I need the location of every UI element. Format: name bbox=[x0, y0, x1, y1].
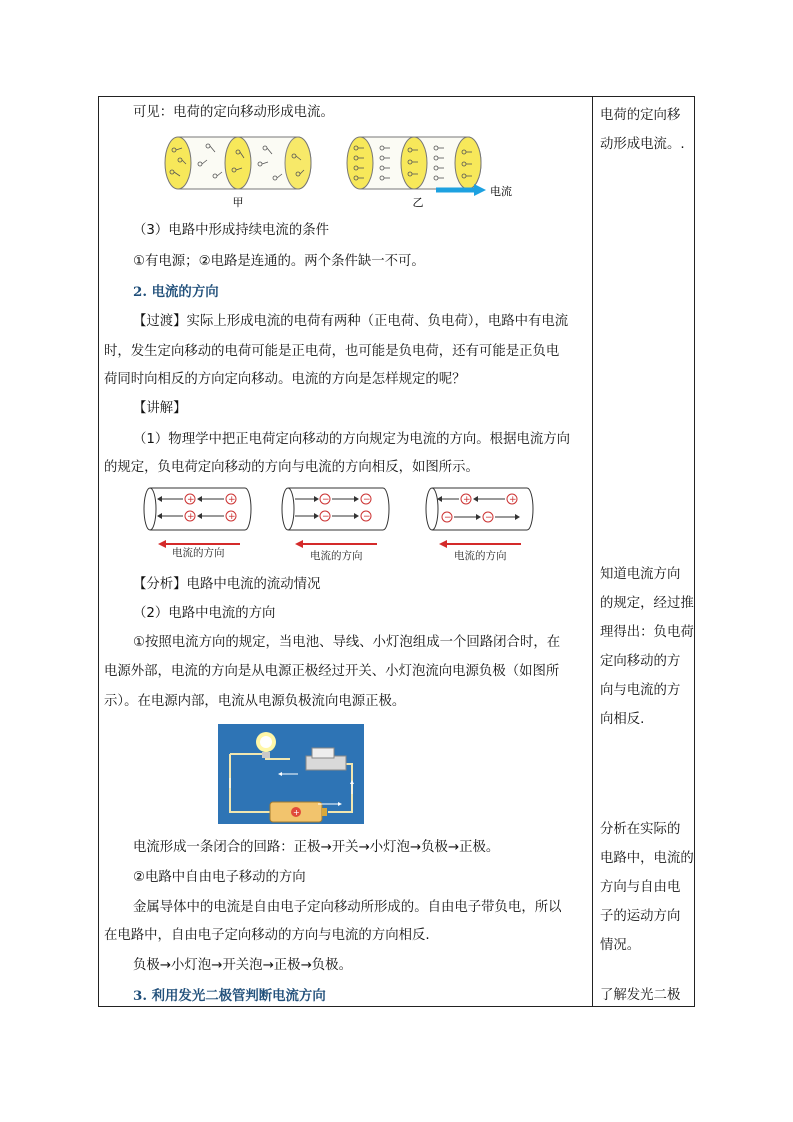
loop-text: 电流形成一条闭合的回路：正极→开关→小灯泡→负极→正极。 bbox=[133, 840, 500, 855]
label-yi: 乙 bbox=[412, 196, 424, 209]
electron-line-1: 金属导体中的电流是自由电子定向移动所形成的。自由电子带负电，所以 bbox=[133, 900, 562, 915]
section-2-title: 2. 电流的方向 bbox=[133, 284, 219, 300]
explain-label: 【讲解】 bbox=[133, 401, 187, 416]
electron-title: ②电路中自由电子移动的方向 bbox=[133, 870, 306, 885]
side-note-1-line-2: 动形成电流。. bbox=[600, 137, 685, 152]
svg-text:−: − bbox=[363, 512, 371, 522]
analysis-label: 【分析】电路中电流的流动情况 bbox=[133, 577, 321, 592]
svg-text:+: + bbox=[187, 495, 195, 505]
circuit-figure bbox=[218, 724, 364, 824]
svg-text:+: + bbox=[187, 512, 195, 522]
column-divider bbox=[592, 96, 593, 1007]
svg-text:+: + bbox=[228, 495, 236, 505]
electron-line-2: 在电路中，自由电子定向移动的方向与电流的方向相反. bbox=[104, 928, 430, 943]
tube-mixed bbox=[426, 488, 533, 548]
side-note-4-line-1: 了解发光二极 bbox=[600, 988, 681, 1003]
side-note-3-line-2: 电路中，电流的 bbox=[600, 851, 694, 866]
transition-line-1: 【过渡】实际上形成电流的电荷有两种（正电荷、负电荷），电路中有电流 bbox=[133, 314, 569, 329]
side-note-2-line-4: 定向移动的方 bbox=[600, 654, 681, 669]
svg-text:−: − bbox=[444, 513, 452, 523]
transition-line-3: 荷同时向相反的方向定向移动。电流的方向是怎样规定的呢？ bbox=[104, 372, 466, 387]
intro-text: 可见：电荷的定向移动形成电流。 bbox=[133, 105, 334, 120]
label-jia: 甲 bbox=[232, 196, 244, 209]
svg-text:+: + bbox=[293, 808, 300, 817]
condition-text: ①有电源；②电路是连通的。两个条件缺一不可。 bbox=[133, 254, 425, 269]
svg-text:−: − bbox=[363, 495, 371, 505]
circuit-line-3: 示）。在电源内部，电流从电源负极流向电源正极。 bbox=[104, 694, 406, 709]
circuit-line-1: ①按照电流方向的规定，当电池、导线、小灯泡组成一个回路闭合时，在 bbox=[133, 635, 561, 650]
circuit-line-2: 电源外部，电流的方向是从电源正极经过开关、小灯泡流向电源负极（如图所 bbox=[104, 664, 560, 679]
side-note-3-line-4: 子的运动方向 bbox=[600, 909, 681, 924]
side-note-2-line-3: 理得出：负电荷 bbox=[600, 625, 694, 640]
direction-caption-3: 电流的方向 bbox=[454, 550, 507, 562]
svg-text:+: + bbox=[463, 495, 471, 505]
explain-line-2: 的规定，负电荷定向移动的方向与电流的方向相反，如图所示。 bbox=[104, 460, 479, 475]
svg-text:+: + bbox=[228, 512, 236, 522]
side-note-3-line-3: 方向与自由电 bbox=[600, 880, 681, 895]
side-note-1-line-1: 电荷的定向移 bbox=[600, 108, 681, 123]
electron-path: 负极→小灯泡→开关泡→正极→负极。 bbox=[133, 958, 352, 973]
side-note-2-line-1: 知道电流方向 bbox=[600, 567, 681, 582]
side-note-2-line-6: 向相反. bbox=[600, 712, 645, 727]
direction-caption-1: 电流的方向 bbox=[172, 547, 225, 559]
svg-text:−: − bbox=[322, 512, 330, 522]
svg-text:+: + bbox=[509, 495, 517, 505]
conductor-yi bbox=[347, 137, 486, 196]
side-note-3-line-5: 情况。 bbox=[600, 938, 641, 953]
explain-line-1: （1）物理学中把正电荷定向移动的方向规定为电流的方向。根据电流方向 bbox=[133, 432, 571, 447]
transition-line-2: 时，发生定向移动的电荷可能是正电荷，也可能是负电荷，还有可能是正负电 bbox=[104, 344, 560, 359]
sub2-title: （2）电路中电流的方向 bbox=[133, 606, 276, 621]
side-note-2-line-2: 的规定，经过推 bbox=[600, 596, 694, 611]
side-note-2-line-5: 向与电流的方 bbox=[600, 683, 681, 698]
tube-negative bbox=[282, 488, 389, 548]
section-3-title: 3. 利用发光二极管判断电流方向 bbox=[133, 988, 326, 1004]
condition-title: （3）电路中形成持续电流的条件 bbox=[133, 223, 329, 238]
svg-text:−: − bbox=[322, 495, 330, 505]
current-label: 电流 bbox=[490, 185, 512, 198]
conductor-figure bbox=[160, 134, 530, 212]
side-note-3-line-1: 分析在实际的 bbox=[600, 822, 681, 837]
conductor-jia bbox=[165, 137, 311, 189]
tube-positive bbox=[144, 488, 251, 548]
svg-text:−: − bbox=[485, 513, 493, 523]
direction-caption-2: 电流的方向 bbox=[310, 550, 363, 562]
